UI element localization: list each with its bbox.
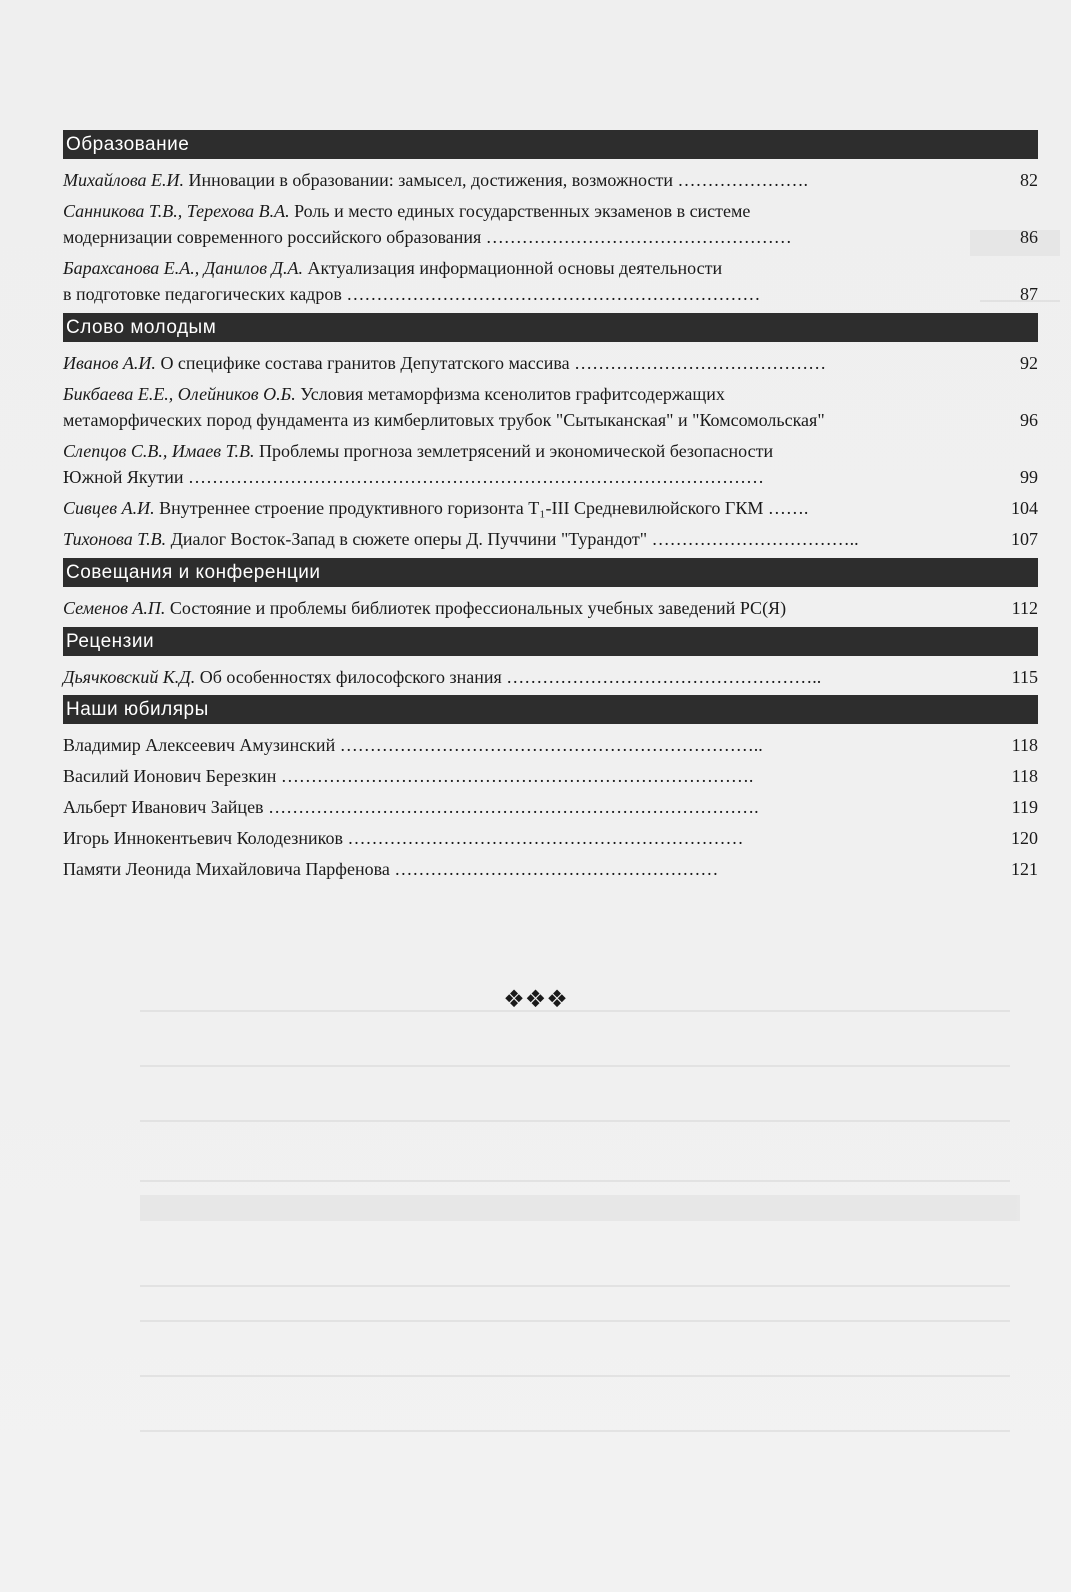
entry-leader-dots: ………………………………………………………………………. xyxy=(263,797,759,817)
entry-leader-dots: …………………………….. xyxy=(647,529,859,549)
entry-authors: Иванов А.И. xyxy=(63,353,156,373)
entry-page-number: 118 xyxy=(1011,766,1038,786)
entry-title: Диалог Восток-Запад в сюжете оперы Д. Пуччини "Турандот" xyxy=(170,529,648,549)
entry-title: Игорь Иннокентьевич Колодезников xyxy=(63,828,343,848)
toc-entry[interactable] xyxy=(63,167,1038,193)
entry-title: Актуализация информационной основы деятельности xyxy=(307,258,723,278)
entry-authors: Дьячковский К.Д. xyxy=(63,667,196,687)
entry-title: Внутреннее строение продуктивного горизонта Т₁-III Средневилюйского ГКМ xyxy=(159,498,764,518)
entry-leader-dots: …………………………………………………………….. xyxy=(335,735,763,755)
entry-title-continuation: в подготовке педагогических кадров …………………………………………………………… xyxy=(63,284,761,304)
entry-title-continuation: метаморфических пород фундамента из кимберлитовых трубок "Сытыканская" и "Комсомольская" xyxy=(63,410,825,430)
entry-page-number: 92 xyxy=(1020,353,1038,373)
toc-entry[interactable] xyxy=(63,438,1038,490)
toc-entry[interactable] xyxy=(63,825,1038,851)
entry-leader-dots: ……………………………………………………………………. xyxy=(276,766,754,786)
entry-page-number: 82 xyxy=(1020,170,1038,190)
toc-entry[interactable] xyxy=(63,664,1038,690)
entry-page-number: 118 xyxy=(1011,735,1038,755)
entry-leader-dots: …………………………………… xyxy=(569,353,827,373)
entry-leader-dots: …………………………………………….. xyxy=(501,667,822,687)
entry-authors: Сивцев А.И. xyxy=(63,498,155,518)
toc-entry[interactable] xyxy=(63,732,1038,758)
entry-title-continuation: модернизации современного российского образования …………………………………………… xyxy=(63,227,792,247)
entry-leader-dots: ……. xyxy=(763,498,809,518)
entry-page-number: 86 xyxy=(1020,227,1038,247)
ornament-divider: ❖❖❖ xyxy=(503,985,568,1013)
section-header-young: Слово молодым xyxy=(63,313,1038,342)
entry-title: О специфике состава гранитов Депутатского массива xyxy=(160,353,570,373)
entry-page-number: 121 xyxy=(1011,859,1038,879)
toc-entry[interactable] xyxy=(63,381,1038,433)
entry-authors: Барахсанова Е.А., Данилов Д.А. xyxy=(63,258,304,278)
entry-authors: Семенов А.П. xyxy=(63,598,166,618)
entry-page-number: 120 xyxy=(1011,828,1038,848)
section-header-conferences: Совещания и конференции xyxy=(63,558,1038,587)
toc-entry[interactable] xyxy=(63,350,1038,376)
entry-title: Памяти Леонида Михайловича Парфенова xyxy=(63,859,390,879)
entry-title: Проблемы прогноза землетрясений и экономической безопасности xyxy=(259,441,774,461)
entry-page-number: 99 xyxy=(1020,467,1038,487)
section-header-education: Образование xyxy=(63,130,1038,159)
entry-page-number: 104 xyxy=(1011,498,1038,518)
entry-authors: Слепцов С.В., Имаев Т.В. xyxy=(63,441,255,461)
toc-entry[interactable] xyxy=(63,198,1038,250)
toc-entry[interactable] xyxy=(63,763,1038,789)
entry-title: Владимир Алексеевич Амузинский xyxy=(63,735,336,755)
entry-leader-dots: ………………………………………………………… xyxy=(342,828,744,848)
entry-title: Об особенностях философского знания xyxy=(199,667,502,687)
entry-leader-dots: …………………. xyxy=(673,170,808,190)
entry-title: Условия метаморфизма ксенолитов графитсодержащих xyxy=(300,384,725,404)
entry-title: Василий Ионович Березкин xyxy=(63,766,277,786)
entry-page-number: 119 xyxy=(1011,797,1038,817)
toc-entry[interactable] xyxy=(63,794,1038,820)
entry-title: Роль и место единых государственных экзаменов в системе xyxy=(294,201,751,221)
toc-entry[interactable] xyxy=(63,856,1038,882)
entry-leader-dots: ……………………………………………… xyxy=(389,859,719,879)
entry-authors: Тихонова Т.В. xyxy=(63,529,167,549)
entry-title: Состояние и проблемы библиотек профессиональных учебных заведений РС(Я) xyxy=(169,598,787,618)
toc-entry[interactable] xyxy=(63,526,1038,552)
entry-page-number: 112 xyxy=(1011,598,1038,618)
section-header-reviews: Рецензии xyxy=(63,627,1038,656)
entry-authors: Санникова Т.В., Терехова В.А. xyxy=(63,201,290,221)
toc-entry[interactable] xyxy=(63,495,1038,521)
entry-title-continuation: Южной Якутии …………………………………………………………………………………… xyxy=(63,467,765,487)
entry-authors: Бикбаева Е.Е., Олейников О.Б. xyxy=(63,384,296,404)
entry-title: Инновации в образовании: замысел, достижения, возможности xyxy=(188,170,673,190)
toc-entry[interactable] xyxy=(63,595,1038,621)
section-header-jubilees: Наши юбиляры xyxy=(63,695,1038,724)
table-of-contents xyxy=(63,130,1038,887)
entry-authors: Михайлова Е.И. xyxy=(63,170,184,190)
toc-entry[interactable] xyxy=(63,255,1038,307)
entry-page-number: 115 xyxy=(1011,667,1038,687)
entry-page-number: 107 xyxy=(1011,529,1038,549)
entry-page-number: 87 xyxy=(1020,284,1038,304)
entry-title: Альберт Иванович Зайцев xyxy=(63,797,264,817)
entry-page-number: 96 xyxy=(1020,410,1038,430)
